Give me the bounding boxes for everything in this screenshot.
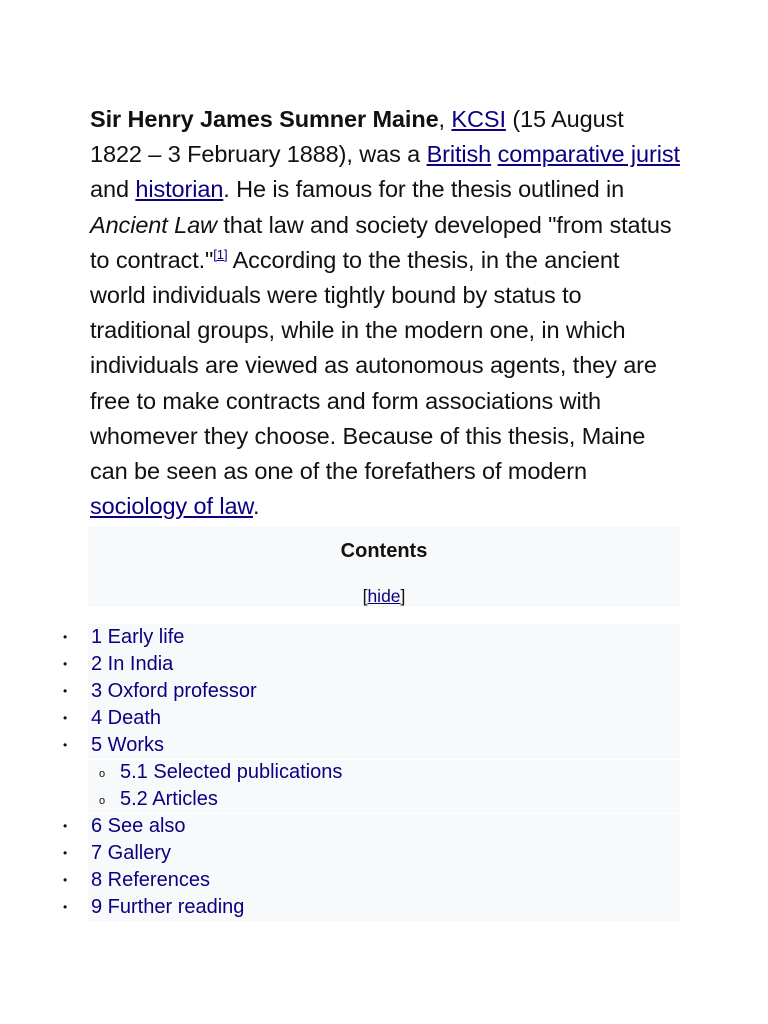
toc-item-see-also[interactable]	[0, 813, 680, 840]
thesis-explanation-text: According to the thesis, in the ancient world individuals were tightly bound by status to traditional groups, while in the modern one, in which individuals are viewed as autonomous agents, they are free to make contracts and form associations with whomever they choose. Because of this thesis, Maine can be seen as one of the forefathers of modern	[90, 246, 657, 485]
toc-item-label[interactable]: 7 Gallery	[91, 842, 172, 864]
toc-item-label[interactable]: 5.1 Selected publications	[120, 761, 343, 783]
sub-bullet-icon: o	[99, 768, 106, 780]
toc-item-label[interactable]: 1 Early life	[91, 626, 185, 648]
and-text: and	[90, 176, 129, 203]
toc-item-gallery[interactable]	[0, 840, 680, 867]
ancient-law-title: Ancient Law	[90, 211, 217, 238]
bullet-icon: •	[63, 738, 68, 752]
lead-paragraph	[90, 102, 680, 524]
dates-text: (15 August 1822 – 3 February 1888), was a	[90, 106, 624, 168]
toc-toggle-close-bracket: ]	[400, 586, 406, 606]
toc-list	[0, 624, 680, 921]
sociology-of-law-link[interactable]: sociology of law	[90, 493, 253, 520]
citation-link[interactable]: [1]	[213, 246, 228, 262]
toc-item-oxford-professor[interactable]	[0, 678, 680, 705]
toc-item-label[interactable]: 8 References	[91, 869, 210, 891]
toc-item-early-life[interactable]	[0, 624, 680, 651]
comparative-jurist-link[interactable]: comparative jurist	[497, 141, 680, 168]
bullet-icon: •	[63, 657, 68, 671]
toc-title: Contents	[340, 540, 428, 562]
toc-item-further-reading[interactable]	[0, 894, 680, 921]
final-period: .	[253, 493, 260, 520]
toc-item-label[interactable]: 9 Further reading	[91, 896, 245, 918]
toc-header	[88, 527, 680, 607]
toc-item-label[interactable]: 4 Death	[91, 707, 162, 729]
toc-item-label[interactable]: 5 Works	[91, 734, 164, 756]
toc-item-label[interactable]: 5.2 Articles	[120, 788, 218, 810]
name-comma: ,	[438, 106, 445, 132]
sub-bullet-icon: o	[99, 795, 106, 807]
toc-item-in-india[interactable]	[0, 651, 680, 678]
bullet-icon: •	[63, 711, 68, 725]
toc-item-death[interactable]	[0, 705, 680, 732]
toc-item-articles[interactable]	[0, 786, 680, 813]
toc-item-works[interactable]	[0, 732, 680, 759]
bullet-icon: •	[63, 846, 68, 860]
toc-toggle-open-bracket: [	[362, 586, 368, 606]
toc-item-label[interactable]: 2 In India	[91, 653, 174, 675]
kcsi-link[interactable]: KCSI	[451, 106, 506, 132]
toc-hide-link[interactable]: hide	[367, 586, 401, 606]
historian-link[interactable]: historian	[135, 176, 224, 203]
british-link[interactable]: British	[426, 141, 492, 168]
citation-ref	[213, 247, 227, 262]
subject-name: Sir Henry James Sumner Maine	[90, 106, 439, 132]
bullet-icon: •	[63, 819, 68, 833]
status-contract-text: that law and society developed "from status to contract."	[90, 211, 672, 273]
bullet-icon: •	[63, 900, 68, 914]
toc-item-label[interactable]: 6 See also	[91, 815, 186, 837]
toc-item-selected-publications[interactable]	[0, 759, 680, 786]
toc-toggle	[88, 585, 680, 607]
toc-item-references[interactable]	[0, 867, 680, 894]
bullet-icon: •	[63, 630, 68, 644]
thesis-text: . He is famous for the thesis outlined in	[223, 176, 625, 203]
bullet-icon: •	[63, 873, 68, 887]
toc-item-label[interactable]: 3 Oxford professor	[91, 680, 257, 702]
bullet-icon: •	[63, 684, 68, 698]
